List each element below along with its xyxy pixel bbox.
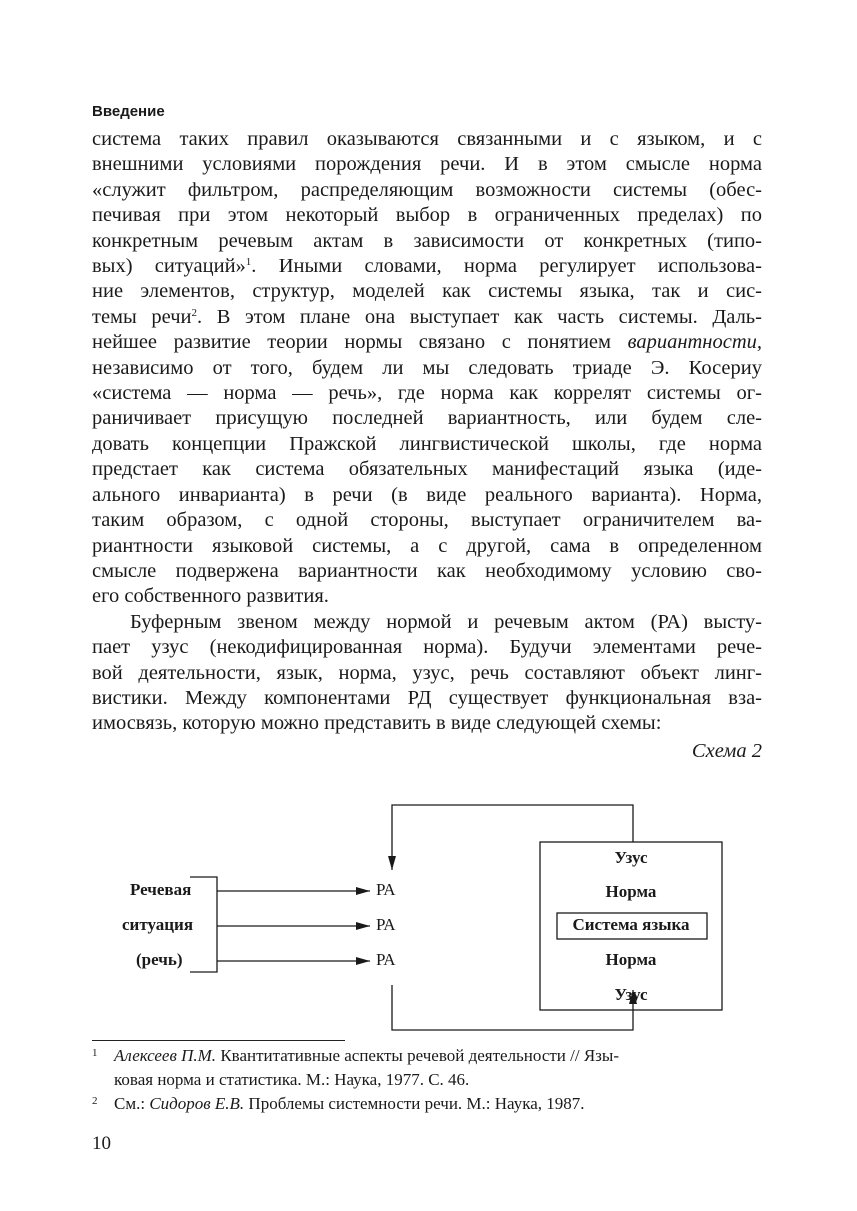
box-item-norm-top: Норма — [605, 882, 657, 901]
running-header: Введение — [92, 103, 165, 120]
footnote-text: Квантитативные аспекты речевой деятельности // Язы- — [216, 1046, 619, 1065]
box-item-norm-bottom: Норма — [605, 950, 657, 969]
text-segment: «служит фильтром, распределяющим возможности системы (обес- — [92, 178, 762, 201]
text-segment: вистики. Между компонентами РД существует функциональная вза- — [92, 686, 762, 709]
footnote-number: 2 — [92, 1095, 98, 1107]
text-segment: довать концепции Пражской лингвистической школы, где норма — [92, 432, 762, 455]
box-item-usus-bottom: Узус — [614, 985, 648, 1004]
page-number: 10 — [92, 1133, 111, 1154]
left-label-2: ситуация — [122, 915, 194, 934]
footnote-text-cont: ковая норма и статистика. М.: Наука, 1977. С. 46. — [114, 1070, 470, 1089]
box-item-language-system: Система языка — [572, 915, 690, 934]
left-label-1: Речевая — [130, 880, 192, 899]
footnote-rule — [92, 1040, 345, 1041]
footnote-text: Проблемы системности речи. М.: Наука, 1987. — [244, 1094, 585, 1113]
footnote-ref: 1 — [245, 256, 252, 269]
text-segment: ального инварианта) в речи (в виде реального варианта). Норма, — [92, 483, 762, 506]
footnote-author: Алексеев П.М. — [114, 1046, 217, 1065]
footnote-ref: 2 — [191, 306, 198, 319]
text-segment: предстает как система обязательных манифестаций языка (иде- — [92, 458, 762, 481]
text-segment: независимо от того, будем ли мы следовать триаде Э. Косериу — [92, 356, 762, 379]
text-segment: нейшее развитие теории нормы связано с понятием — [92, 331, 628, 354]
footnote-1 — [92, 1044, 762, 1092]
text-segment: таким образом, с одной стороны, выступает ограничителем ва- — [92, 509, 762, 532]
text-segment: конкретным речевым актам в зависимости от конкретных (типо- — [92, 229, 762, 252]
ra-label-2: РА — [376, 915, 396, 934]
text-segment: . В этом плане она выступает как часть системы. Даль- — [197, 305, 762, 328]
bracket — [190, 877, 217, 972]
text-segment: печивая при этом некоторый выбор в ограниченных пределах) по — [92, 204, 762, 227]
text-segment: пает узус (некодифицированная норма). Будучи элементами рече- — [92, 636, 762, 659]
left-label-3: (речь) — [136, 950, 183, 969]
footnote-author: Сидоров Е.В. — [149, 1094, 245, 1113]
text-segment: риантности языковой системы, а с другой, сама в определенном — [92, 534, 762, 557]
scheme-label: Схема 2 — [691, 739, 762, 762]
text-segment: вариантности, — [627, 331, 762, 354]
text-segment: темы речи — [92, 305, 192, 328]
footnote-number: 1 — [92, 1047, 98, 1059]
text-segment: имосвязь, которую можно представить в виде следующей схемы: — [92, 712, 662, 735]
text-segment: вых) ситуаций» — [92, 255, 246, 278]
text-segment: раничивает присущую последней вариантность, или будем сле- — [92, 407, 762, 430]
text-segment: его собственного развития. — [92, 585, 329, 608]
ra-label-3: РА — [376, 950, 396, 969]
text-segment: внешними условиями порождения речи. И в этом смысле норма — [92, 153, 762, 176]
text-segment: вой деятельности, язык, норма, узус, речь составляют объект линг- — [92, 661, 762, 684]
text-segment: . Иными словами, норма регулирует использова- — [251, 255, 762, 278]
text-segment: ние элементов, структур, моделей как системы языка, так и сис- — [92, 280, 762, 303]
box-item-usus-top: Узус — [614, 848, 648, 867]
text-segment: «система — норма — речь», где норма как коррелят системы ог- — [92, 382, 762, 405]
text-segment: система таких правил оказываются связанными и с языком, и с — [92, 128, 762, 150]
text-segment: смысле подвержена вариантности как необходимому условию сво- — [92, 559, 762, 582]
text-segment: Буферным звеном между нормой и речевым актом (РА) высту- — [130, 610, 762, 633]
footnote-prefix: См.: — [114, 1094, 150, 1113]
footnote-2 — [92, 1092, 762, 1116]
ra-label-1: РА — [376, 880, 396, 899]
